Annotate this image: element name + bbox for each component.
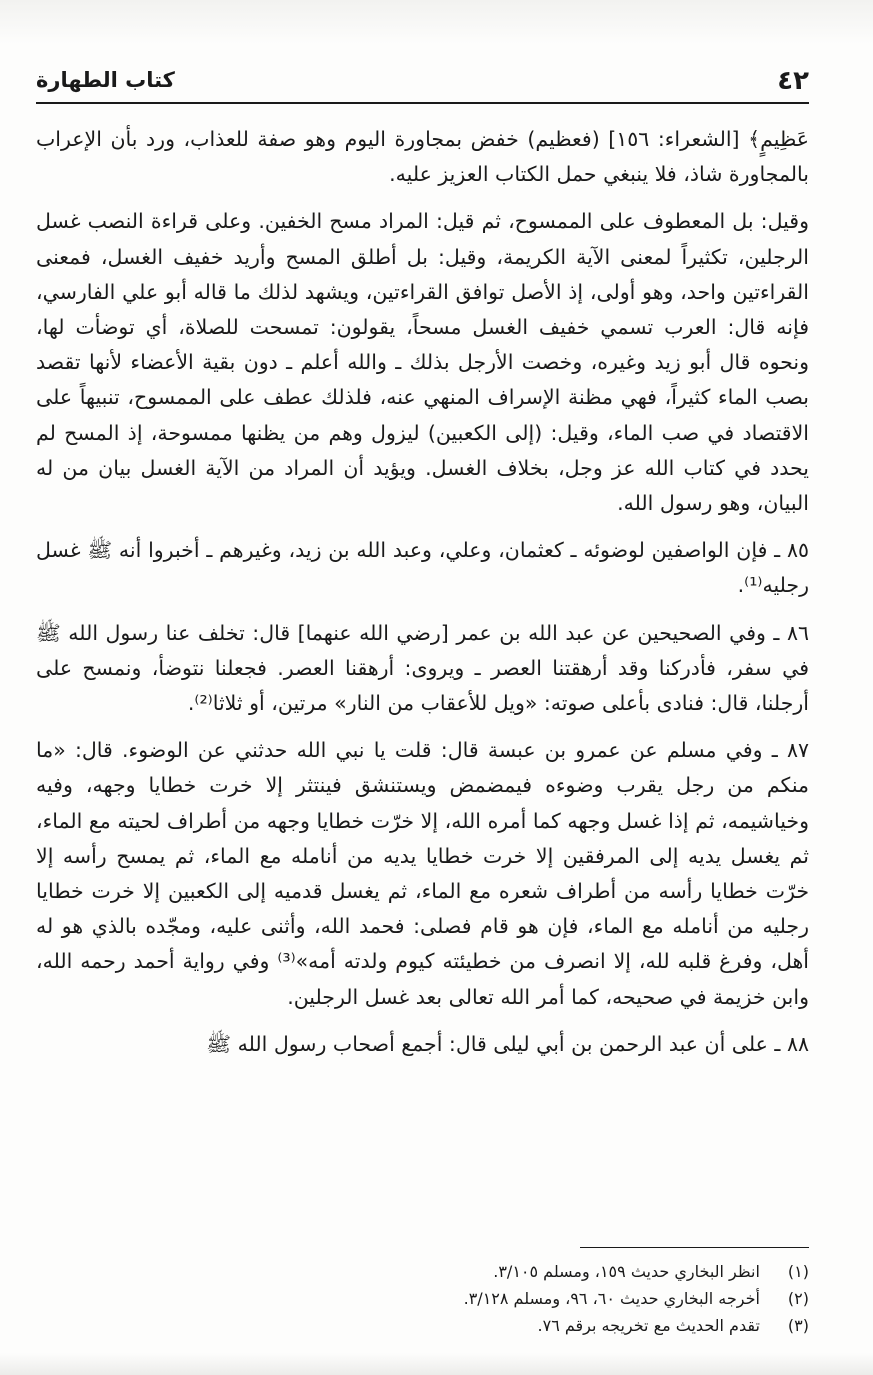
paragraph-87: ٨٧ ـ وفي مسلم عن عمرو بن عبسة قال: قلت يا نبي الله حدثني عن الوضوء. قال: «ما منكم من رجل يقرب وضوءه فيمضمض ويستنشق فينتثر إلا خرت خطايا وجهه، وفيه وخياشيمه، ثم إذا غسل وجهه كما أمره الله، إلا خرّت خطايا وجهه من أطراف لحيته مع الماء، ثم يغسل يديه إلى المرفقين إلا خرت خطايا يديه من أنامله مع الماء، ثم يمسح رأسه إلا خرّت خطايا رأسه من أطراف شعره مع الماء، ثم يغسل قدميه إلى الكعبين إلا خرت خطايا رجليه من أنامله مع الماء، فإن هو قام فصلى: فحمد الله، وأثنى عليه، ومجّده بالذي هو له أهل، وفرغ قلبه لله، إلا انصرف من خطيئته كيوم ولدته أمه»⁽³⁾ وفي رواية أحمد رحمه الله، وابن خزيمة في صحيحه، كما أمر الله تعالى بعد غسل الرجلين.: [36, 738, 809, 1009]
scan-edge-top: [0, 0, 873, 44]
footnote-number: (١): [787, 1262, 809, 1281]
paragraph-88: ٨٨ ـ على أن عبد الرحمن بن أبي ليلى قال: أجمع أصحاب رسول الله ﷺ: [206, 1031, 809, 1056]
footnotes: [36, 1258, 809, 1339]
paragraph-verse-commentary: عَظِيمٍ﴾ [الشعراء: ١٥٦] (فعظيم) خفض بمجاورة اليوم وهو صفة للعذاب، ورد بأن الإعراب بالمجاورة شاذ، فلا ينبغي حمل الكتاب العزيز عليه.: [36, 127, 810, 187]
paragraph-wiping-or-washing: وقيل: بل المعطوف على الممسوح، ثم قيل: المراد مسح الخفين. وعلى قراءة النصب غسل الرجلين، تكثيراً لمعنى الآية الكريمة، وقيل: بل أطلق المسح وأريد خفيف الغسل، فمعنى القراءتين واحد، وهو أولى، إذ الأصل توافق القراءتين، ويشهد لذلك ما قاله أبو علي الفارسي، فإنه قال: العرب تسمي خفيف الغسل مسحاً، يقولون: تمسحت للصلاة، أي توضأت لها، ونحوه قال أبو زيد وغيره، وخصت الأرجل بذلك ـ والله أعلم ـ دون بقية الأعضاء لأنها تقصد بصب الماء كثيراً، فهي مظنة الإسراف المنهي عنه، فلذلك عطف على الممسوح، تنبيهاً على الاقتصاد في صب الماء، وقيل: (إلى الكعبين) ليزول وهم من يظنها ممسوحة، إذ المسح لم يحدد في كتاب الله عز وجل، بخلاف الغسل. ويؤيد أن المراد من الآية الغسل بيان من له البيان، وهو رسول الله.: [36, 209, 809, 516]
footnote-text: تقدم الحديث مع تخريجه برقم ٧٦.: [537, 1316, 760, 1335]
footnote-3: [36, 1312, 809, 1339]
footnote-divider: [580, 1247, 809, 1248]
paragraph-86: ٨٦ ـ وفي الصحيحين عن عبد الله بن عمر [رضي الله عنهما] قال: تخلف عنا رسول الله ﷺ في سفر، فأدركنا وقد أرهقتنا العصر ـ ويروى: أرهقنا العصر. فجعلنا نتوضأ، ونمسح على أرجلنا، قال: فنادى بأعلى صوته: «ويل للأعقاب من النار» مرتين، أو ثلاثا⁽²⁾.: [36, 620, 809, 716]
footnote-1: [36, 1258, 809, 1285]
scan-edge-bottom: [0, 1353, 873, 1375]
footnote-2: [36, 1285, 809, 1312]
book-title: كتاب الطهارة: [36, 68, 175, 92]
page-number: ٤٢: [777, 66, 809, 96]
main-text: [36, 122, 809, 1074]
paragraph-85: ٨٥ ـ فإن الواصفين لوضوئه ـ كعثمان، وعلي، وعبد الله بن زيد، وغيرهم ـ أخبروا أنه ﷺ غسل رجليه⁽¹⁾.: [36, 538, 809, 598]
running-header: [36, 62, 809, 104]
footnote-number: (٣): [787, 1316, 809, 1335]
footnote-text: انظر البخاري حديث ١٥٩، ومسلم ٣/١٠٥.: [493, 1262, 760, 1281]
footnote-text: أخرجه البخاري حديث ٦٠، ٩٦، ومسلم ٣/١٢٨.: [463, 1289, 760, 1308]
footnote-number: (٢): [787, 1289, 809, 1308]
